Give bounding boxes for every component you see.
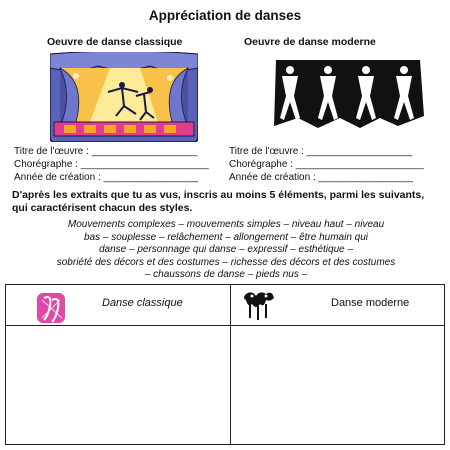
classical-year-field[interactable]: Année de création : _________________ [14, 172, 199, 183]
classical-choreographer-field[interactable]: Chorégraphe : _______________________ [14, 159, 209, 170]
word-bank-line: bas – souplesse – relâchement – allongement – être humain qui [83, 231, 369, 243]
modern-year-field[interactable]: Année de création : _________________ [229, 172, 414, 183]
col-classical-label: Danse classique [102, 297, 183, 309]
table-divider [230, 285, 231, 444]
col-modern-label: Danse moderne [331, 297, 410, 309]
modern-choreographer-field[interactable]: Chorégraphe : _______________________ [229, 159, 424, 170]
page-title: Appréciation de danses [148, 8, 302, 23]
classical-stage-illustration [50, 52, 198, 142]
word-bank-line: danse – personnage qui danse – expressif – esthétique – [98, 244, 354, 256]
jazz-hands-icon [242, 290, 276, 322]
table-header-rule [6, 325, 444, 326]
word-bank-line: – chaussons de danse – pieds nus – [144, 269, 308, 281]
instructions: D'après les extraits que tu as vus, inscris au moins 5 éléments, parmi les suivants, qui caractérisent chacun des styles. [12, 189, 425, 214]
classical-heading: Oeuvre de danse classique [47, 36, 183, 48]
word-bank-line: Mouvements complexes – mouvements simples – niveau haut – niveau [67, 219, 385, 230]
modern-dancers-illustration [270, 56, 428, 138]
word-bank [8, 219, 444, 282]
modern-title-field[interactable]: Titre de l'œuvre : ___________________ [229, 146, 413, 157]
ballet-shoes-icon [34, 290, 68, 326]
modern-heading: Oeuvre de danse moderne [244, 36, 376, 48]
classical-title-field[interactable]: Titre de l'œuvre : ___________________ [14, 146, 198, 157]
word-bank-line: sobriété des décors et des costumes – richesse des décors et des costumes [56, 256, 396, 268]
